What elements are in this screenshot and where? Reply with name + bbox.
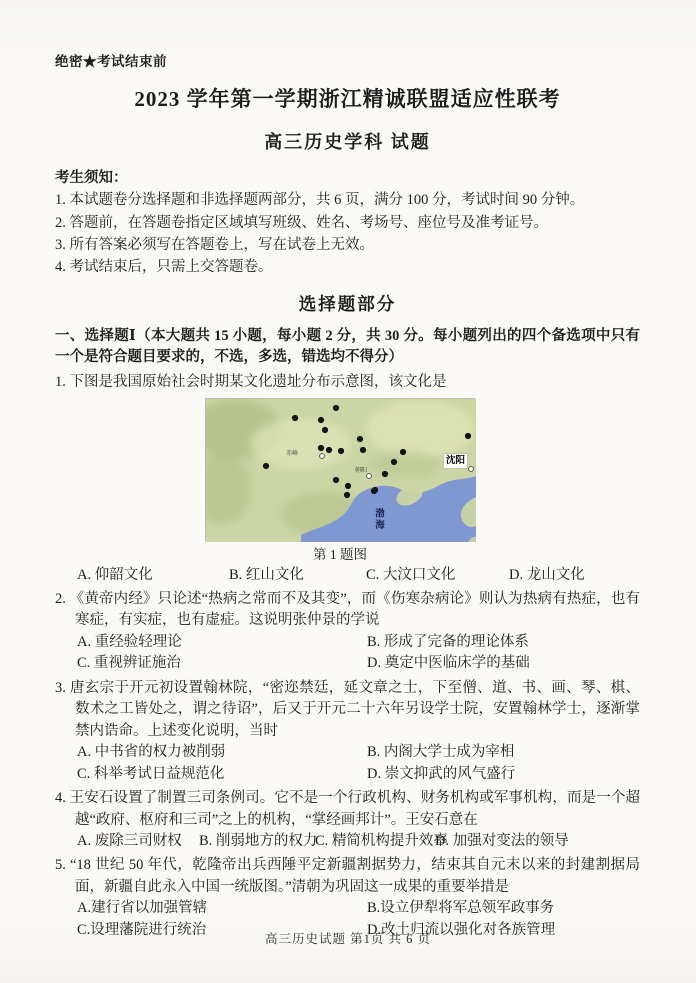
question-stem: 1. 下图是我国原始社会时期某文化遗址分布示意图，该文化是	[55, 374, 447, 391]
site-dot	[333, 404, 339, 410]
option: A. 仰韶文化	[77, 566, 153, 583]
part-heading: 选择题部分	[298, 293, 397, 314]
site-dot	[391, 458, 397, 464]
option: C. 重视辨证施治	[77, 655, 181, 672]
question-4	[55, 788, 640, 852]
notice-heading: 考生须知：	[55, 170, 128, 186]
option: B. 削弱地方的权力	[199, 833, 318, 849]
site-dot	[263, 462, 269, 468]
candidate-notice	[55, 167, 640, 279]
option: D. 加强对变法的领导	[435, 833, 569, 849]
map-svg	[206, 399, 476, 542]
map-label-shenyang: 沈阳	[444, 454, 467, 468]
map-label-chifeng: 赤峰	[286, 450, 299, 457]
option: C.设理藩院进行统治	[77, 921, 207, 938]
option: C. 科举考试日益规范化	[77, 765, 225, 782]
site-dot	[318, 444, 324, 450]
option: A.建行省以加强管辖	[77, 900, 208, 917]
question-2	[55, 589, 640, 675]
option: A. 重经验轻理论	[77, 633, 182, 650]
map-label-bohai: 渤海	[373, 507, 385, 531]
classified-label: 绝密★考试结束前	[55, 54, 167, 69]
option: B.设立伊犁将军总领军政事务	[367, 900, 555, 917]
site-dot	[345, 482, 351, 488]
question-1	[55, 372, 640, 586]
option: D.改土归流以强化对各族管理	[367, 921, 556, 938]
option: D. 崇文抑武的风气盛行	[367, 765, 516, 782]
site-dot	[357, 435, 363, 441]
option: B. 红山文化	[229, 566, 304, 583]
question-options	[55, 632, 640, 675]
option: A. 废除三司财权	[77, 833, 182, 849]
option: C. 精简机构提升效率	[315, 833, 448, 849]
option: B. 形成了完备的理论体系	[367, 633, 529, 650]
section-instructions: 一、选择题Ⅰ（本大题共 15 小题，每小题 2 分，共 30 分。每小题列出的四个备选项中只有一个是符合题目要求的，不选，多选，错选均不得分）	[55, 327, 640, 366]
option: D. 奠定中医临床学的基础	[367, 655, 530, 672]
exam-title: 2023 学年第一学期浙江精诚联盟适应性联考	[134, 87, 561, 111]
page-footer: 高三历史试题 第1页 共 6 页	[264, 932, 431, 946]
site-dot	[292, 414, 298, 420]
question-stem: 3. 唐玄宗于开元初设置翰林院，“密迩禁廷，延文章之士，下至僧、道、书、画、琴、棋、数术之工皆处之，谓之待诏”，后又于开元二十六年另设学士院，安置翰林学士，逐渐掌禁内诰命。上述变化说明，当时	[55, 679, 640, 739]
site-dot	[318, 416, 324, 422]
site-dot	[322, 426, 328, 432]
map-label-chaoyang: 朝阳	[355, 467, 368, 474]
city-circle	[320, 453, 325, 458]
question-stem: 5. “18 世纪 50 年代，乾隆帝出兵西陲平定新疆割据势力，结束其自元末以来的封建割据局面，新疆自此永入中国一统版图。”清朝为巩固这一成果的重要举措是	[55, 857, 640, 895]
option: A. 中书省的权力被削弱	[77, 744, 226, 761]
notice-item: 2. 答题前，在答题卷指定区域填写班级、姓名、考场号、座位号及准考证号。	[55, 214, 548, 231]
site-dot	[338, 447, 344, 453]
map-image	[205, 398, 475, 541]
question-options	[55, 831, 640, 852]
site-dot	[333, 476, 339, 482]
site-dot	[371, 487, 377, 493]
figure-caption: 第 1 题图	[313, 546, 367, 562]
notice-item: 1. 本试题卷分选择题和非选择题两部分，共 6 页，满分 100 分，考试时间 90 分钟。	[55, 192, 585, 209]
notice-item: 3. 所有答案必须写在答题卷上，写在试卷上无效。	[55, 236, 374, 253]
figure-map	[205, 398, 475, 565]
notice-item: 4. 考试结束后，只需上交答题卷。	[55, 259, 273, 276]
option: C. 大汶口文化	[366, 566, 456, 583]
site-dot	[326, 446, 332, 452]
question-options	[55, 742, 640, 785]
question-3	[55, 678, 640, 785]
site-dot	[382, 470, 388, 476]
city-circle	[367, 473, 372, 478]
question-stem: 2. 《黄帝内经》只论述“热病之常而不及其变”，而《伤寒杂病论》则认为热病有热症，也有寒症，有实症，也有虚症。这说明张仲景的学说	[55, 591, 640, 629]
exam-subtitle: 高三历史学科 试题	[264, 132, 431, 152]
site-dot	[400, 448, 406, 454]
option: B. 内阁大学士成为宰相	[367, 744, 515, 761]
question-options	[55, 565, 640, 586]
option: D. 龙山文化	[509, 566, 585, 583]
site-dot	[465, 432, 471, 438]
question-stem: 4. 王安石设置了制置三司条例司。它不是一个行政机构、财务机构或军事机构，而是一个超越“政府、枢府和三司”之上的机构，“掌经画邦计”。王安石意在	[55, 790, 640, 828]
city-circle	[469, 466, 474, 471]
site-dot	[344, 491, 350, 497]
site-dot	[360, 446, 366, 452]
